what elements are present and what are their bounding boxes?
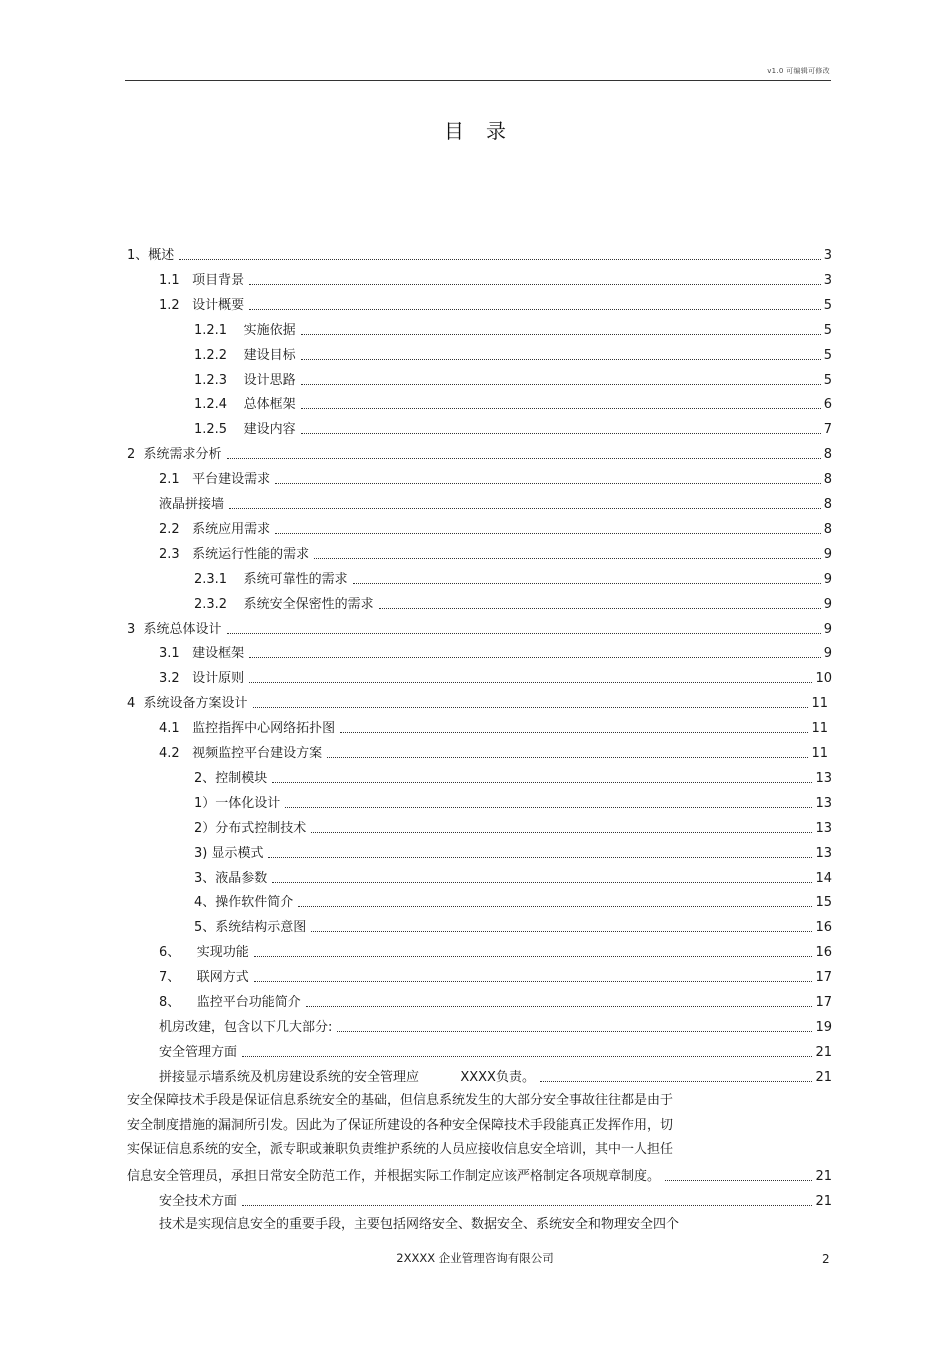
toc-leader-dots bbox=[540, 1081, 813, 1082]
toc-leader-dots bbox=[272, 782, 812, 783]
toc-entry-page: 9 bbox=[823, 546, 832, 562]
toc-entry-label: 机房改建，包含以下几大部分: bbox=[159, 1019, 333, 1035]
toc-entry-label: 3.1 建设框架 bbox=[159, 646, 245, 662]
toc-entry-label: 3.2 设计原则 bbox=[159, 671, 245, 687]
toc-entry[interactable] bbox=[194, 591, 832, 613]
toc-entry-page: 8 bbox=[823, 497, 832, 512]
toc-entry[interactable] bbox=[159, 1064, 832, 1086]
header-note: v1.0 可编辑可修改 bbox=[767, 67, 830, 75]
toc-entry-page: 8 bbox=[823, 521, 832, 537]
toc-entry[interactable] bbox=[159, 740, 828, 762]
toc-entry-page: 6 bbox=[823, 397, 832, 413]
toc-entry-label: 1.2 设计概要 bbox=[159, 297, 245, 313]
toc-entry[interactable] bbox=[194, 391, 832, 413]
toc-entry-label: 3) 显示模式 bbox=[194, 845, 264, 861]
toc-leader-dots bbox=[301, 384, 821, 385]
toc-entry-label: 2.3.2 系统安全保密性的需求 bbox=[194, 596, 374, 612]
toc-entry-page: 15 bbox=[815, 895, 832, 911]
toc-entry-page: 11 bbox=[811, 696, 828, 712]
toc-entry-page: 21 bbox=[815, 1169, 832, 1185]
toc-entry[interactable] bbox=[159, 964, 832, 986]
toc-entry[interactable] bbox=[159, 541, 832, 563]
toc-entry[interactable] bbox=[194, 840, 832, 862]
toc-entry-label: 8、 监控平台功能简介 bbox=[159, 995, 301, 1010]
toc-entry[interactable] bbox=[159, 491, 832, 513]
toc-entry-label: 液晶拼接墙 bbox=[159, 497, 225, 512]
toc-entry-page: 5 bbox=[823, 297, 832, 313]
toc-entry-label: 1.2.3 设计思路 bbox=[194, 372, 296, 388]
toc-entry-label: 2、控制模块 bbox=[194, 770, 268, 786]
toc-entry-label: 1、概述 bbox=[127, 248, 175, 263]
toc-entry-label: 4、操作软件简介 bbox=[194, 895, 294, 911]
toc-entry[interactable] bbox=[159, 1188, 832, 1210]
toc-entry-label: 4.2 视频监控平台建设方案 bbox=[159, 746, 323, 761]
toc-entry-page: 13 bbox=[815, 820, 832, 836]
toc-entry[interactable] bbox=[194, 865, 832, 887]
toc-entry[interactable] bbox=[194, 790, 832, 812]
toc-entry-page: 9 bbox=[823, 571, 832, 587]
toc-entry-page: 13 bbox=[815, 795, 832, 811]
footer-company: 2XXXX 企业管理咨询有限公司 bbox=[396, 1251, 554, 1265]
toc-leader-dots bbox=[665, 1180, 812, 1181]
toc-entry[interactable] bbox=[194, 815, 832, 837]
toc-leader-dots bbox=[227, 458, 821, 459]
toc-entry[interactable] bbox=[194, 342, 832, 364]
toc-entry-page: 3 bbox=[823, 272, 832, 288]
paragraph-line: 安全保障技术手段是保证信息系统安全的基础，但信息系统发生的大部分安全事故往往都是由于 bbox=[127, 1092, 674, 1108]
toc-entry-page: 17 bbox=[815, 995, 832, 1010]
toc-leader-dots bbox=[298, 906, 812, 907]
toc-entry-page: 8 bbox=[823, 472, 832, 488]
toc-leader-dots bbox=[242, 1205, 812, 1206]
toc-entry-page: 16 bbox=[815, 945, 832, 961]
toc-entry[interactable] bbox=[127, 1163, 832, 1185]
toc-entry-label: 1.2.1 实施依据 bbox=[194, 322, 296, 338]
toc-entry-page: 21 bbox=[815, 1044, 832, 1060]
toc-leader-dots bbox=[268, 857, 812, 858]
paragraph-line: 实保证信息系统的安全，派专职或兼职负责维护系统的人员应接收信息安全培训，其中一人担任 bbox=[127, 1142, 674, 1158]
toc-entry-page: 5 bbox=[823, 322, 832, 338]
toc-leader-dots bbox=[314, 558, 821, 559]
toc-leader-dots bbox=[229, 508, 821, 509]
toc-entry[interactable] bbox=[159, 466, 832, 488]
toc-leader-dots bbox=[249, 682, 812, 683]
toc-entry[interactable] bbox=[194, 765, 832, 787]
toc-entry-label: 1.2.5 建设内容 bbox=[194, 422, 296, 438]
toc-entry-label: 安全技术方面 bbox=[159, 1194, 238, 1210]
toc-entry[interactable] bbox=[159, 640, 832, 662]
toc-entry-page: 3 bbox=[823, 248, 832, 263]
toc-entry-page: 21 bbox=[815, 1194, 832, 1210]
toc-entry-label: 2.1 平台建设需求 bbox=[159, 472, 271, 488]
toc-leader-dots bbox=[285, 807, 812, 808]
toc-leader-dots bbox=[272, 882, 812, 883]
toc-entry-label: 2.3.1 系统可靠性的需求 bbox=[194, 571, 348, 587]
toc-entry[interactable] bbox=[159, 1039, 832, 1061]
toc-leader-dots bbox=[249, 284, 821, 285]
toc-entry-label: 5、系统结构示意图 bbox=[194, 920, 307, 936]
toc-entry-page: 9 bbox=[823, 646, 832, 662]
toc-entry[interactable] bbox=[127, 441, 832, 463]
toc-entry-page: 17 bbox=[815, 970, 832, 986]
toc-entry-page: 8 bbox=[823, 447, 832, 463]
toc-entry[interactable] bbox=[159, 939, 832, 961]
toc-leader-dots bbox=[249, 657, 821, 658]
toc-leader-dots bbox=[242, 1056, 812, 1057]
toc-entry-page: 11 bbox=[811, 746, 828, 761]
header-rule bbox=[125, 80, 831, 81]
toc-entry[interactable] bbox=[127, 242, 832, 264]
toc-entry[interactable] bbox=[159, 989, 832, 1011]
toc-entry[interactable] bbox=[194, 889, 832, 911]
toc-leader-dots bbox=[340, 732, 808, 733]
toc-entry-label: 2）分布式控制技术 bbox=[194, 820, 307, 836]
toc-entry[interactable] bbox=[159, 516, 832, 538]
toc-leader-dots bbox=[327, 757, 808, 758]
toc-entry-label: 拼接显示墙系统及机房建设系统的安全管理应 XXXX负责。 bbox=[159, 1069, 535, 1085]
toc-entry-label: 2.2 系统应用需求 bbox=[159, 521, 271, 537]
toc-entry[interactable] bbox=[127, 690, 828, 712]
toc-leader-dots bbox=[227, 633, 821, 634]
toc-leader-dots bbox=[301, 334, 821, 335]
toc-leader-dots bbox=[301, 359, 821, 360]
toc-title: 目录 bbox=[444, 119, 528, 143]
toc-leader-dots bbox=[311, 931, 812, 932]
toc-leader-dots bbox=[275, 533, 821, 534]
toc-leader-dots bbox=[254, 956, 813, 957]
toc-leader-dots bbox=[353, 583, 821, 584]
toc-entry-label: 信息安全管理员，承担日常安全防范工作，并根据实际工作制定应该严格制定各项规章制度。 bbox=[127, 1169, 661, 1185]
toc-entry-label: 1.2.4 总体框架 bbox=[194, 397, 296, 413]
toc-entry[interactable] bbox=[159, 292, 832, 314]
toc-entry-label: 2 系统需求分析 bbox=[127, 447, 222, 463]
toc-leader-dots bbox=[379, 608, 821, 609]
toc-entry-page: 13 bbox=[815, 845, 832, 861]
toc-entry-page: 5 bbox=[823, 372, 832, 388]
toc-entry[interactable] bbox=[194, 914, 832, 936]
toc-entry-label: 1.2.2 建设目标 bbox=[194, 347, 296, 363]
footer-page-number: 2 bbox=[822, 1252, 830, 1266]
toc-leader-dots bbox=[254, 981, 813, 982]
toc-entry-label: 安全管理方面 bbox=[159, 1044, 238, 1060]
toc-entry[interactable] bbox=[194, 566, 832, 588]
paragraph-line: 安全制度措施的漏洞所引发。因此为了保证所建设的各种安全保障技术手段能真正发挥作用，切 bbox=[127, 1117, 674, 1133]
toc-entry-label: 2.3 系统运行性能的需求 bbox=[159, 546, 310, 562]
toc-leader-dots bbox=[311, 832, 812, 833]
toc-leader-dots bbox=[249, 309, 821, 310]
toc-leader-dots bbox=[275, 483, 821, 484]
toc-entry-label: 7、 联网方式 bbox=[159, 970, 249, 986]
toc-leader-dots bbox=[301, 433, 821, 434]
toc-entry-page: 9 bbox=[823, 596, 832, 612]
toc-entry-page: 11 bbox=[811, 721, 828, 737]
toc-entry-page: 16 bbox=[815, 920, 832, 936]
toc-leader-dots bbox=[253, 707, 809, 708]
toc-entry-label: 3 系统总体设计 bbox=[127, 621, 222, 637]
toc-entry-label: 6、 实现功能 bbox=[159, 945, 249, 961]
toc-entry-page: 19 bbox=[815, 1019, 832, 1035]
toc-entry-page: 13 bbox=[815, 770, 832, 786]
toc-entry-label: 4.1 监控指挥中心网络拓扑图 bbox=[159, 721, 336, 737]
toc-entry-page: 5 bbox=[823, 347, 832, 363]
toc-leader-dots bbox=[337, 1031, 812, 1032]
toc-entry-page: 21 bbox=[815, 1069, 832, 1085]
toc-entry-page: 7 bbox=[823, 422, 832, 438]
toc-leader-dots bbox=[301, 408, 821, 409]
toc-entry[interactable] bbox=[194, 317, 832, 339]
toc-entry[interactable] bbox=[159, 1014, 832, 1036]
toc-entry[interactable] bbox=[194, 367, 832, 389]
toc-entry[interactable] bbox=[159, 665, 832, 687]
toc-entry-label: 3、液晶参数 bbox=[194, 870, 268, 886]
toc-entry-label: 1）一体化设计 bbox=[194, 795, 281, 811]
toc-entry-page: 14 bbox=[815, 870, 832, 886]
toc-entry[interactable] bbox=[127, 616, 832, 638]
toc-entry-page: 9 bbox=[823, 621, 832, 637]
toc-entry[interactable] bbox=[159, 715, 828, 737]
toc-entry-label: 4 系统设备方案设计 bbox=[127, 696, 248, 712]
paragraph-line: 技术是实现信息安全的重要手段，主要包括网络安全、数据安全、系统安全和物理安全四个 bbox=[159, 1217, 680, 1233]
toc-leader-dots bbox=[306, 1006, 813, 1007]
toc-leader-dots bbox=[179, 259, 820, 260]
toc-entry-label: 1.1 项目背景 bbox=[159, 272, 245, 288]
toc-entry-page: 10 bbox=[815, 671, 832, 687]
toc-entry[interactable] bbox=[159, 267, 832, 289]
toc-entry[interactable] bbox=[194, 416, 832, 438]
